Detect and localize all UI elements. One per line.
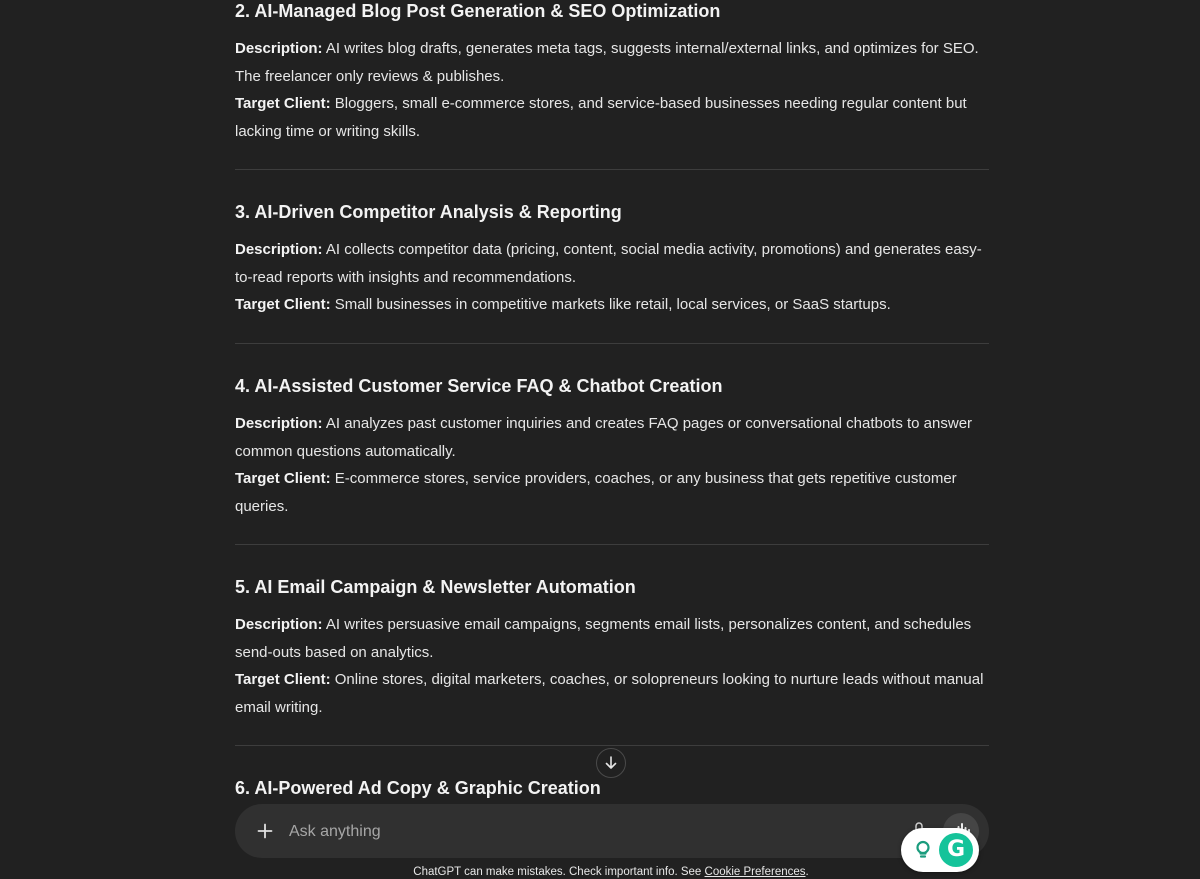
target-label: Target Client:: [235, 296, 331, 313]
target-label: Target Client:: [235, 470, 331, 487]
description-text: AI writes persuasive email campaigns, segments email lists, personalizes content, and schedules send-outs based on analytics.: [235, 616, 972, 661]
disclaimer-end: .: [805, 866, 809, 878]
section-heading: 5. AI Email Campaign & Newsletter Automation: [235, 577, 636, 597]
target-text: E-commerce stores, service providers, coaches, or any business that gets repetitive customer queries.: [235, 470, 957, 515]
section-target: [235, 666, 989, 721]
idea-section-3: [235, 201, 989, 319]
idea-section-6: [235, 777, 989, 799]
prompt-input[interactable]: [287, 818, 891, 846]
disclaimer-footer: [0, 866, 1200, 878]
target-label: Target Client:: [235, 671, 331, 688]
description-label: Description:: [235, 616, 323, 633]
cookie-preferences-link[interactable]: Cookie Preferences: [704, 866, 806, 878]
plus-icon: [257, 823, 273, 839]
attach-button[interactable]: [251, 817, 279, 845]
description-label: Description:: [235, 241, 323, 258]
section-target: [235, 291, 989, 319]
target-text: Small businesses in competitive markets like retail, local services, or SaaS startups.: [334, 296, 891, 313]
disclaimer-text: ChatGPT can make mistakes. Check important info. See: [413, 866, 705, 878]
description-text: AI writes blog drafts, generates meta tags, suggests internal/external links, and optimizes for SEO. The freelancer only reviews & publishes.: [235, 40, 979, 85]
description-text: AI analyzes past customer inquiries and creates FAQ pages or conversational chatbots to answer common questions automatically.: [235, 415, 973, 460]
section-heading: 4. AI-Assisted Customer Service FAQ & Chatbot Creation: [235, 376, 723, 396]
section-description: [235, 236, 989, 291]
section-target: [235, 90, 989, 145]
lightbulb-icon[interactable]: [911, 838, 935, 862]
section-divider: [235, 745, 989, 746]
section-description: [235, 611, 989, 666]
section-heading: 2. AI-Managed Blog Post Generation & SEO Optimization: [235, 1, 721, 21]
section-divider: [235, 544, 989, 545]
section-heading: 6. AI-Powered Ad Copy & Graphic Creation: [235, 778, 601, 798]
grammarly-logo-icon[interactable]: G: [939, 833, 973, 867]
target-text: Bloggers, small e-commerce stores, and service-based businesses needing regular content but lacking time or writing skills.: [235, 95, 967, 140]
section-divider: [235, 169, 989, 170]
description-label: Description:: [235, 40, 323, 57]
description-label: Description:: [235, 415, 323, 432]
target-text: Online stores, digital marketers, coaches, or solopreneurs looking to nurture leads without manual email writing.: [235, 671, 984, 716]
section-description: [235, 35, 989, 90]
section-divider: [235, 343, 989, 344]
idea-section-5: [235, 576, 989, 721]
idea-section-2: [235, 0, 989, 145]
arrow-down-icon: [603, 755, 619, 771]
idea-section-4: [235, 375, 989, 520]
description-text: AI collects competitor data (pricing, content, social media activity, promotions) and generates easy-to-read reports with insights and recommendations.: [235, 241, 982, 286]
target-label: Target Client:: [235, 95, 331, 112]
section-target: [235, 465, 989, 520]
section-description: [235, 410, 989, 465]
scroll-to-bottom-button[interactable]: [596, 748, 626, 778]
message-composer: [235, 804, 989, 858]
section-heading: 3. AI-Driven Competitor Analysis & Reporting: [235, 202, 622, 222]
